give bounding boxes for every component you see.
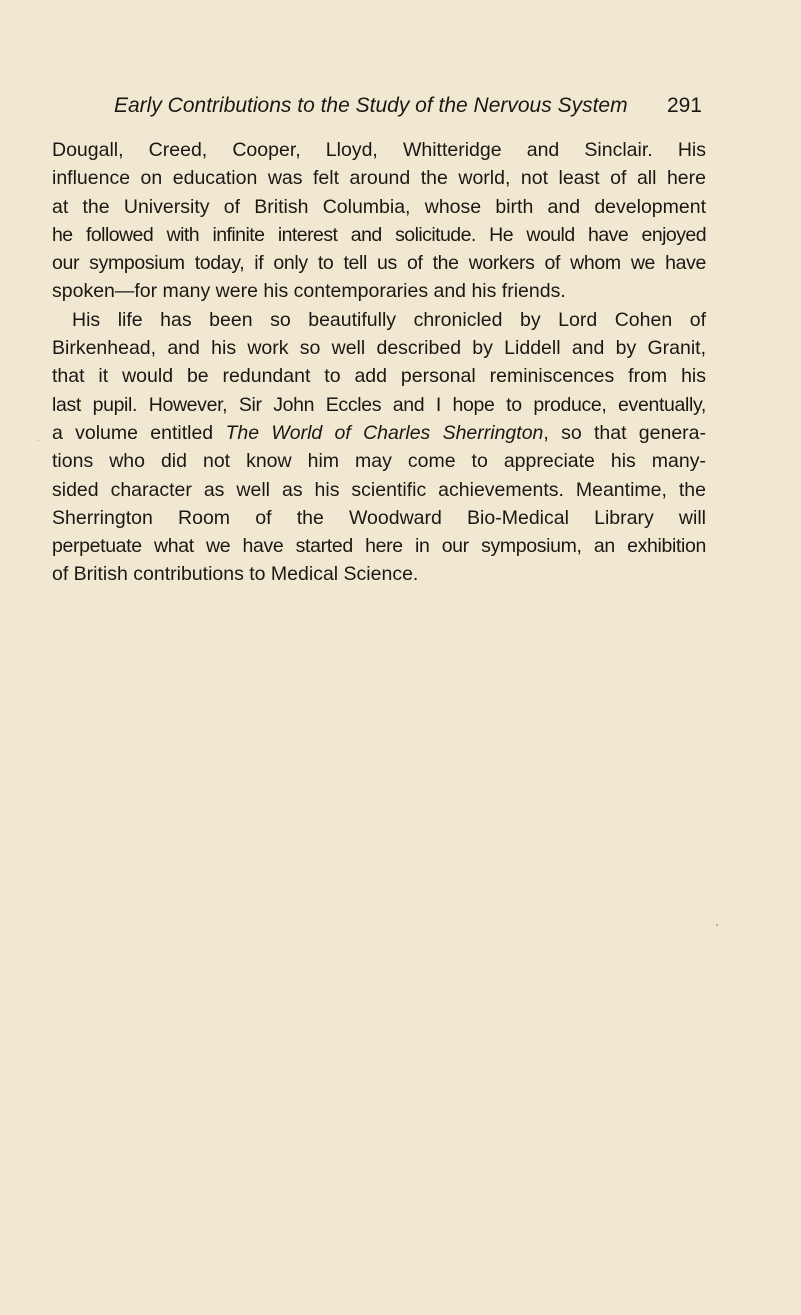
text-line: influence on education was felt around the world, not least of all here: [52, 167, 706, 190]
text-line: sided character as well as his scientific achievements. Meantime, the: [52, 478, 706, 501]
text-segment: , so that genera-: [543, 421, 706, 444]
text-line: His life has been so beautifully chronicled by Lord Cohen of: [72, 308, 706, 331]
text-line: tions who did not know him may come to appreciate his many-: [52, 450, 706, 473]
book-title: The World of Charles Sherrington: [225, 421, 544, 444]
running-title: Early Contributions to the Study of the Nervous System: [114, 94, 628, 117]
paper-speck: [716, 924, 718, 926]
text-line: Sherrington Room of the Woodward Bio-Medical Library will: [52, 506, 706, 529]
text-segment: a volume entitled: [52, 421, 226, 444]
text-line: our symposium today, if only to tell us of the workers of whom we have: [52, 252, 706, 275]
text-line: Dougall, Creed, Cooper, Lloyd, Whitteridge and Sinclair. His: [52, 139, 706, 161]
text-line: Birkenhead, and his work so well described by Liddell and by Granit,: [52, 337, 706, 360]
running-head: [52, 92, 702, 126]
paper-speck: [38, 440, 39, 441]
text-line-with-book-title: [52, 419, 706, 447]
paragraph-1: [52, 136, 706, 306]
text-line: that it would be redundant to add personal reminiscences from his: [52, 365, 706, 388]
text-line: perpetuate what we have started here in our symposium, an exhibition: [52, 535, 706, 558]
text-line: spoken—for many were his contemporaries and his friends.: [52, 280, 566, 303]
paragraph-2: [52, 306, 706, 589]
text-line: last pupil. However, Sir John Eccles and I hope to produce, eventually,: [52, 393, 706, 416]
body-text: [52, 136, 706, 589]
page-number: 291: [666, 94, 702, 117]
text-line: he followed with infinite interest and solicitude. He would have enjoyed: [52, 223, 706, 246]
text-line: of British contributions to Medical Science.: [52, 563, 419, 586]
text-line: at the University of British Columbia, whose birth and development: [52, 195, 706, 218]
